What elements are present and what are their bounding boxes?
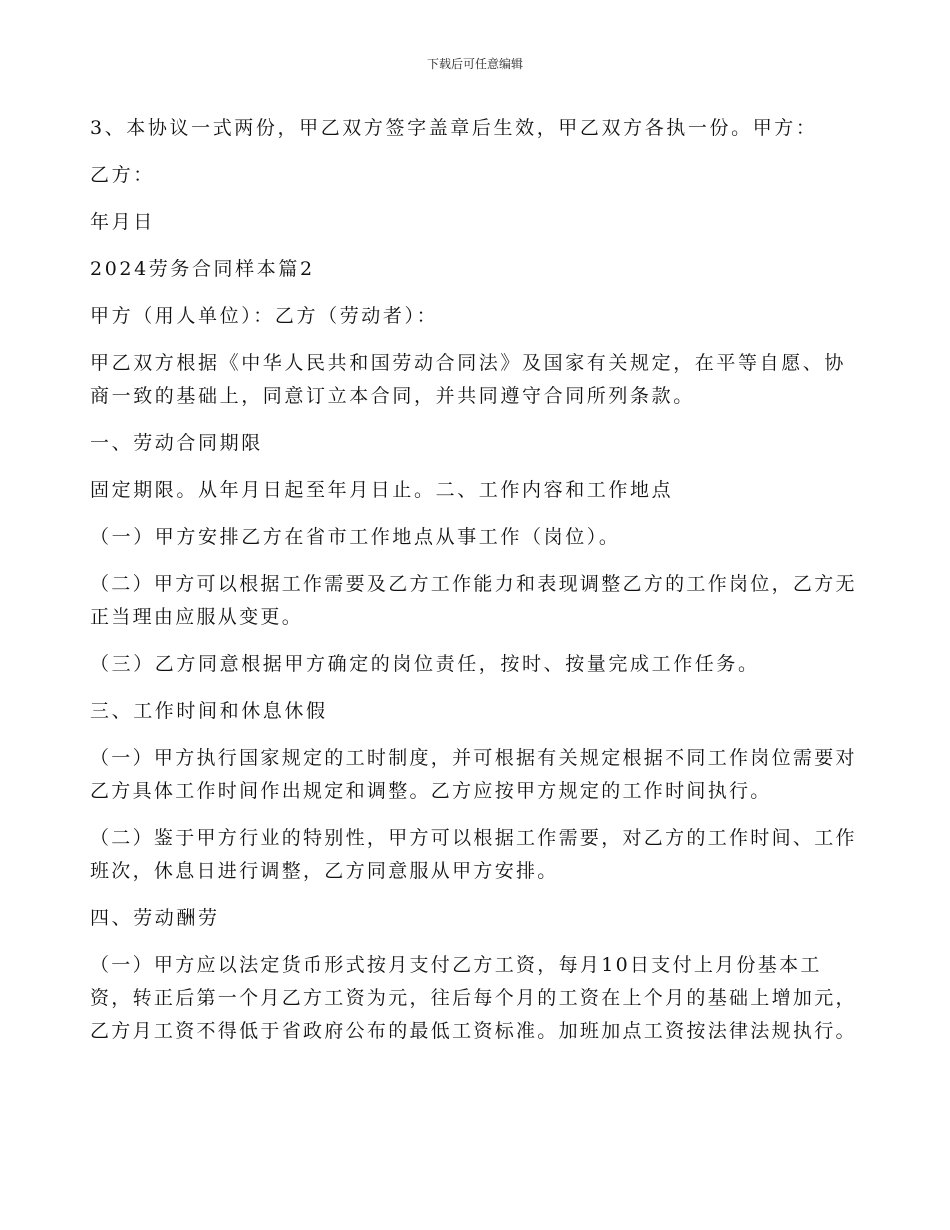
heading-remuneration: 四、劳动酬劳 [90,907,220,929]
paragraph-work-1: （一）甲方安排乙方在省市工作地点从事工作（岗位）。 [90,526,621,548]
paragraph-party-b: 乙方： [90,164,155,186]
paragraph-fixed-term: 固定期限。从年月日起至年月日止。二、工作内容和工作地点 [90,479,674,501]
paragraph-hours-2: （二）鉴于甲方行业的特别性，甲方可以根据工作需要，对乙方的工作时间、工作班次，休息日进行调整，乙方同意服从甲方安排。 [90,827,857,882]
paragraph-work-3: （三）乙方同意根据甲方确定的岗位责任，按时、按量完成工作任务。 [90,653,760,675]
heading-work-hours: 三、工作时间和休息休假 [90,700,328,722]
paragraph-pay-1: （一）甲方应以法定货币形式按月支付乙方工资，每月10日支付上月份基本工资，转正后第一个月乙方工资为元，往后每个月的工资在上个月的基础上增加元，乙方月工资不得低于省政府公布的最低工资标准。加班加点工资按法律法规执行。 [90,954,857,1042]
paragraph-hours-1: （一）甲方执行国家规定的工时制度，并可根据有关规定根据不同工作岗位需要对乙方具体工作时间作出规定和调整。乙方应按甲方规定的工作时间执行。 [90,747,857,802]
document-body [90,112,862,1062]
paragraph-work-2: （二）甲方可以根据工作需要及乙方工作能力和表现调整乙方的工作岗位，乙方无正当理由应服从变更。 [90,573,857,628]
section-title: 2024劳务合同样本篇2 [90,258,315,280]
paragraph-preamble: 甲乙双方根据《中华人民共和国劳动合同法》及国家有关规定，在平等自愿、协商一致的基础上，同意订立本合同，并共同遵守合同所列条款。 [90,352,847,407]
page-header: 下载后可任意编辑 [426,57,523,71]
paragraph-agreement-copies: 3、本协议一式两份，甲乙双方签字盖章后生效，甲乙双方各执一份。甲方： [90,117,818,139]
paragraph-parties: 甲方（用人单位）：乙方（劳动者）： [90,305,439,327]
paragraph-date: 年月日 [90,211,155,233]
heading-contract-term: 一、劳动合同期限 [90,432,263,454]
